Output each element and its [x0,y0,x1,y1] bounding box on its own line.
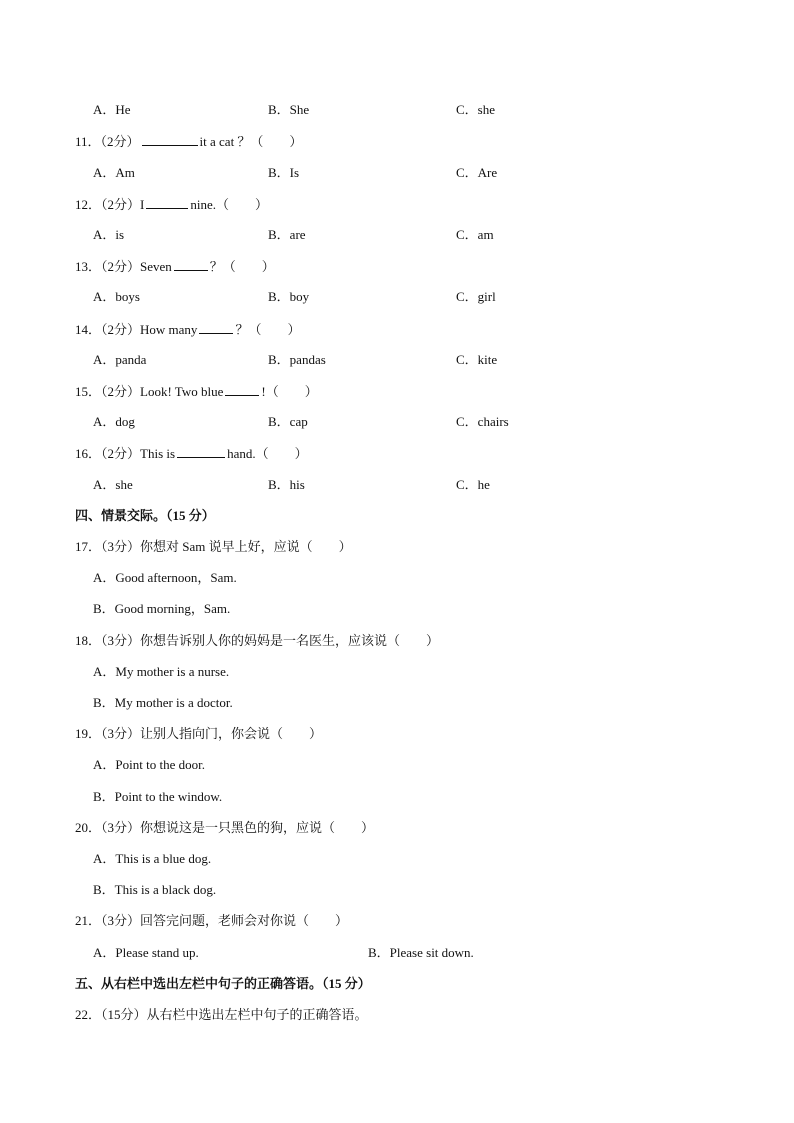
option-b: B．his [268,477,305,492]
question-16 [75,445,308,462]
question-19: 19．（3分）让别人指向门，你会说（ ） [75,726,323,741]
answer-blank [225,383,259,396]
question-21: 21．（3分）回答完问题，老师会对你说（ ） [75,913,349,928]
option-b: B．cap [268,414,308,429]
option-b: B．She [268,102,310,117]
option-c: C．he [456,477,490,492]
question-text-pre: How many [140,322,198,337]
question-20: 20．（3分）你想说这是一只黑色的狗，应说（ ） [75,820,375,835]
option-a: A．He [93,102,131,117]
option-a: A．My mother is a nurse. [93,664,230,679]
option-b: B．My mother is a doctor. [93,695,233,710]
answer-blank [142,133,198,146]
question-number: 12．（2分） [75,197,141,212]
question-15 [75,383,318,400]
option-b: B．This is a black dog. [93,882,217,897]
option-c: C．Are [456,165,498,180]
question-number: 16．（2分） [75,446,141,461]
option-a: A．Am [93,165,135,180]
answer-blank [146,196,188,209]
option-b: B．boy [268,289,310,304]
option-c: C．am [456,227,494,242]
question-number: 13．（2分） [75,259,141,274]
option-a: A．boys [93,289,140,304]
section-heading-4: 四、情景交际。（15 分） [75,508,215,523]
question-text-pre: I [140,197,145,212]
question-number: 14．（2分） [75,322,141,337]
option-c: C．girl [456,289,496,304]
option-a: A．she [93,477,133,492]
question-12 [75,196,268,213]
option-b: B．pandas [268,352,326,367]
answer-blank [199,321,233,334]
question-18: 18．（3分）你想告诉别人你的妈妈是一名医生，应该说（ ） [75,633,440,648]
question-text-pre: Seven [140,259,172,274]
question-number: 15．（2分） [75,384,141,399]
question-14 [75,321,300,338]
question-11 [75,133,302,150]
question-17: 17．（3分）你想对 Sam 说早上好，应说（ ） [75,539,352,554]
option-a: A．This is a blue dog. [93,851,212,866]
option-b: B．Please sit down. [368,945,474,960]
option-b: B．are [268,227,306,242]
question-text-pre: This is [140,446,176,461]
option-a: A．is [93,227,125,242]
option-c: C．chairs [456,414,509,429]
option-c: C．kite [456,352,498,367]
option-b: B．Point to the window. [93,789,223,804]
option-a: A．Good afternoon，Sam. [93,570,237,585]
option-b: B．Is [268,165,300,180]
question-text-post: ？（ ） [235,322,301,337]
section-heading-5: 五、从右栏中选出左栏中句子的正确答语。（15 分） [75,976,371,991]
question-22: 22．（15分）从右栏中选出左栏中句子的正确答语。 [75,1007,368,1022]
option-a: A．dog [93,414,135,429]
answer-blank [177,445,225,458]
option-c: C．she [456,102,496,117]
question-number: 11．（2分） [75,134,140,149]
question-13 [75,258,275,275]
option-a: A．panda [93,352,147,367]
question-text-post: ？（ ） [209,259,275,274]
question-text-post: nine.（ ） [190,197,268,212]
question-text-post: !（ ） [261,384,318,399]
option-b: B．Good morning，Sam. [93,601,231,616]
answer-blank [174,258,208,271]
option-a: A．Please stand up. [93,945,199,960]
option-a: A．Point to the door. [93,757,205,772]
question-text-post: it a cat ？（ ） [199,134,303,149]
question-text-post: hand.（ ） [227,446,308,461]
question-text-pre: Look! Two blue [140,384,224,399]
